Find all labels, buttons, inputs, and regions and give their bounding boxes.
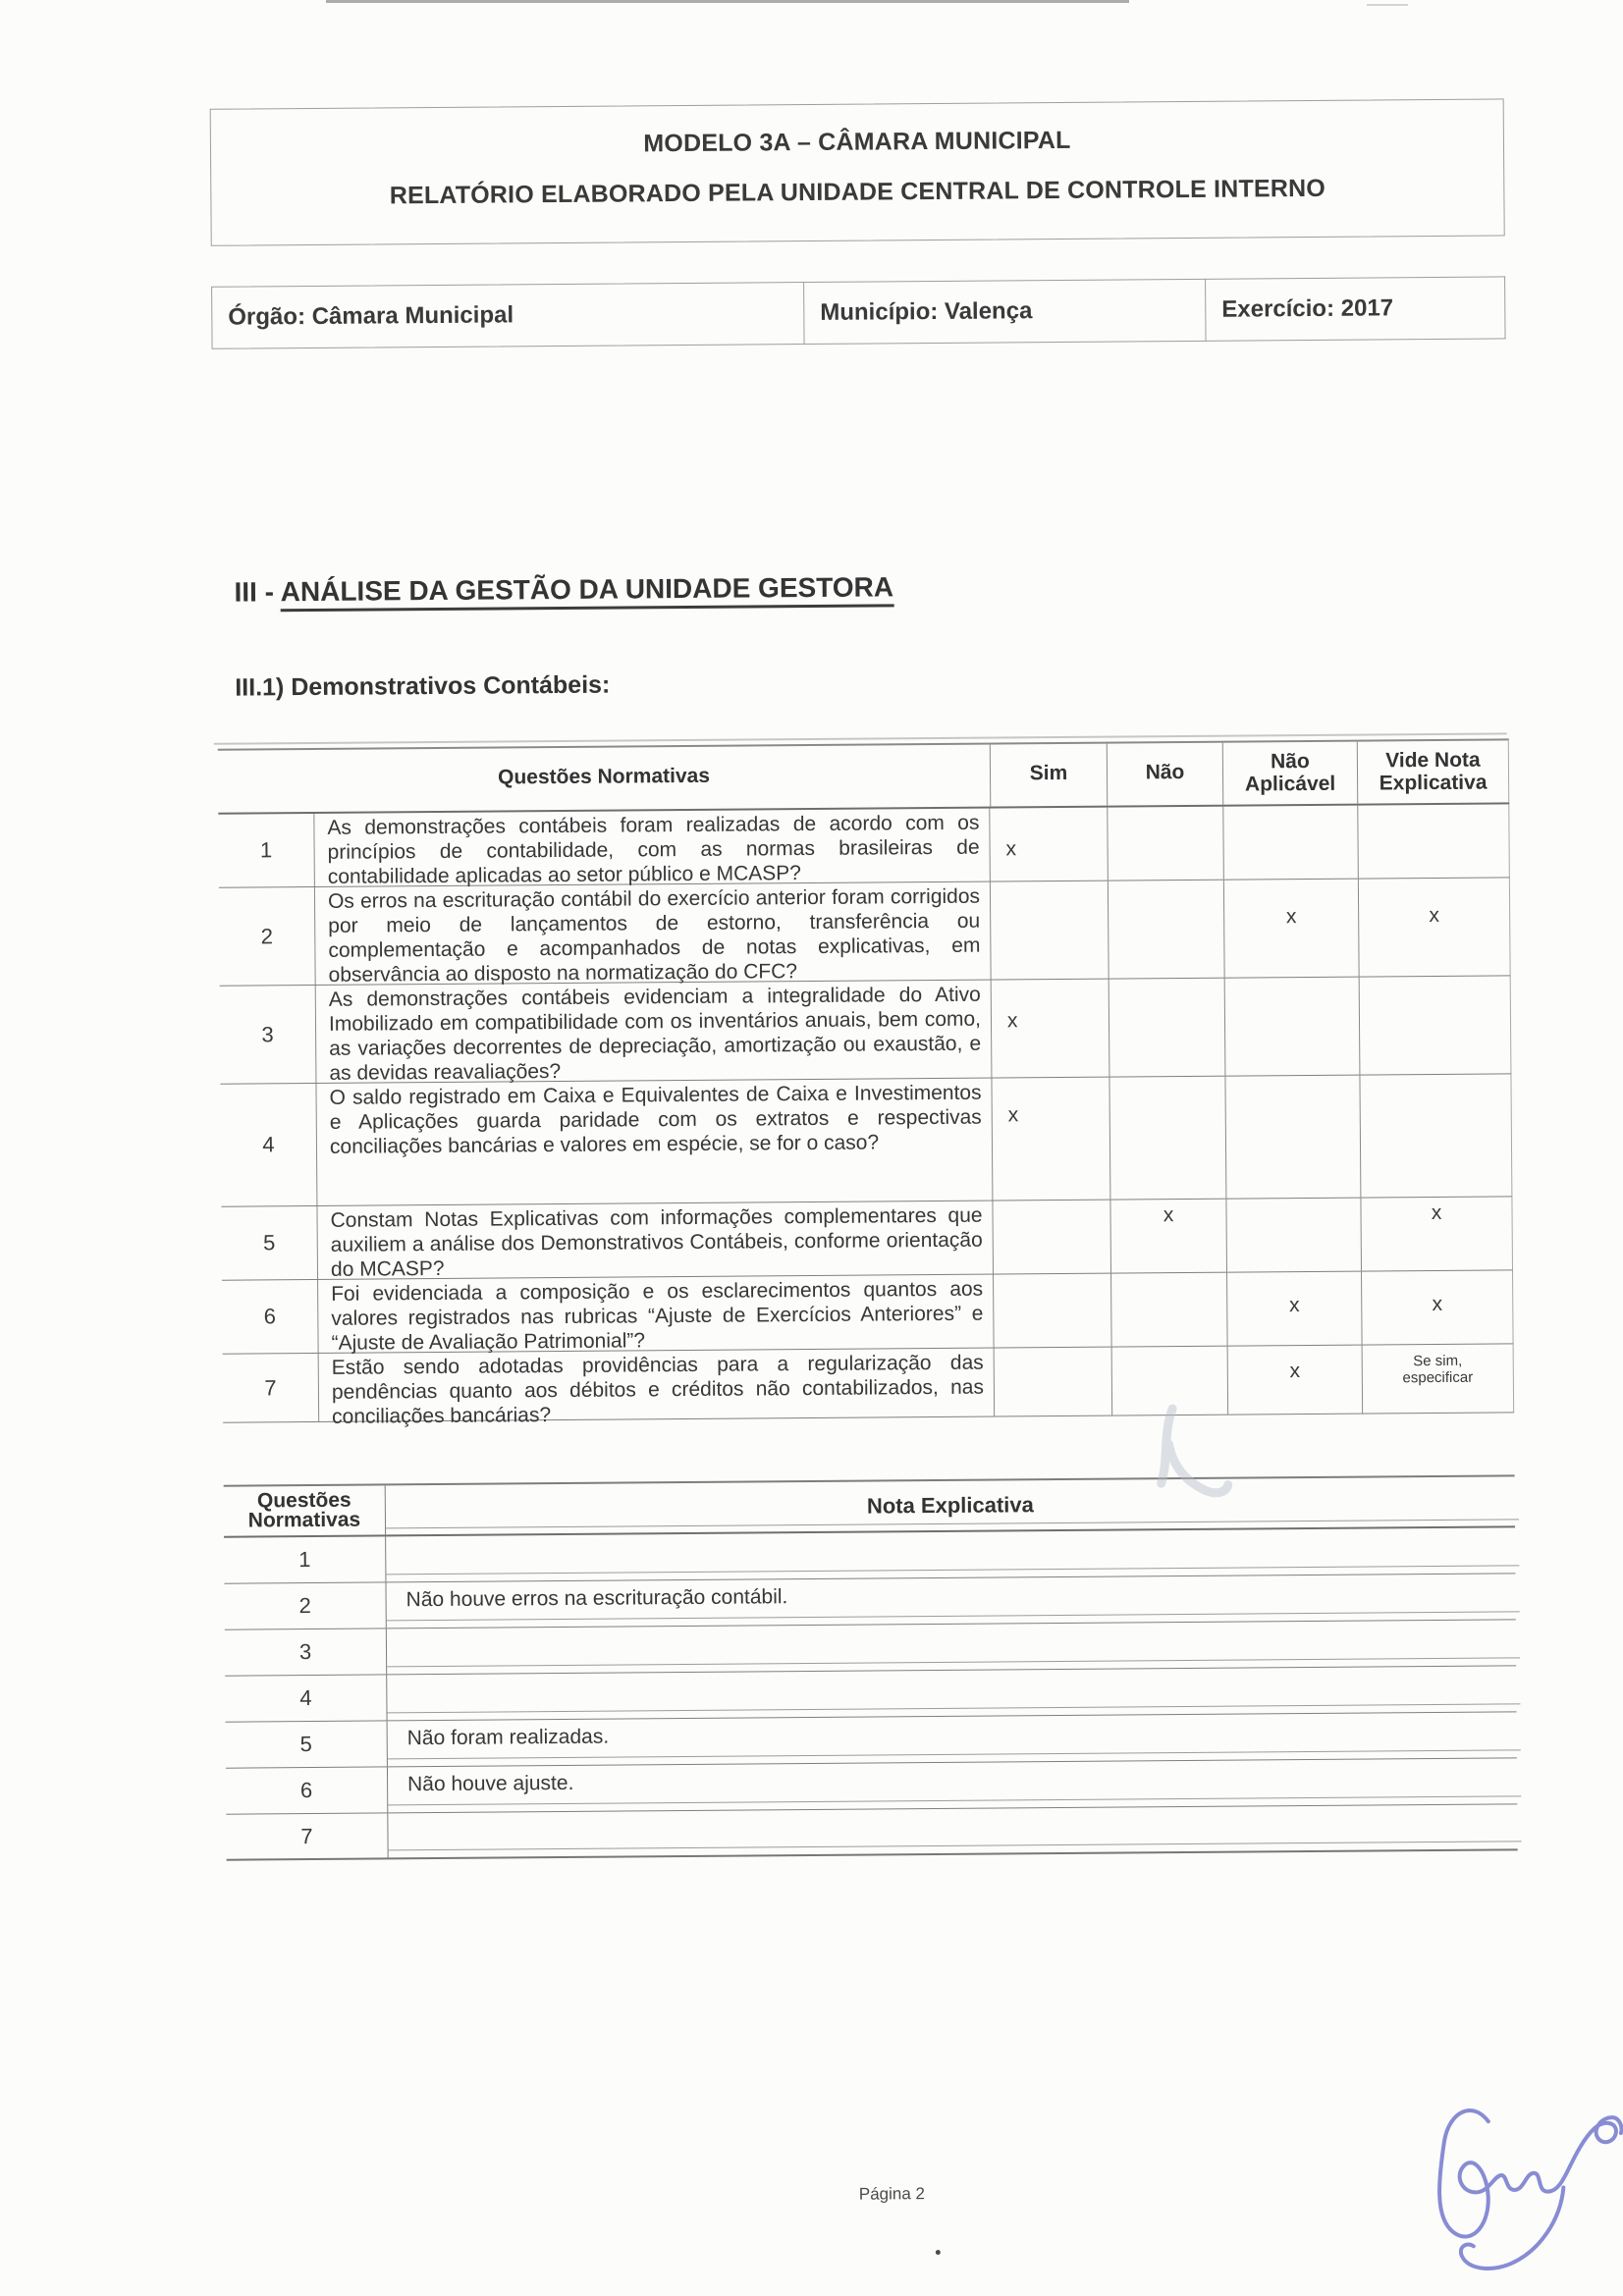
subsection-heading: III.1) Demonstrativos Contábeis: xyxy=(235,670,611,702)
pen-smudge xyxy=(1133,1401,1242,1510)
note-text: Não houve erros na escrituração contábil. xyxy=(386,1574,1515,1628)
mark-sim: x xyxy=(1006,1009,1018,1033)
mark-vide-nota xyxy=(1362,1344,1515,1413)
note-text xyxy=(387,1666,1516,1720)
table-row xyxy=(218,804,1510,887)
header-questoes-normativas: Questões Normativas xyxy=(497,764,711,789)
mark-vide-nota: x xyxy=(1361,1270,1514,1344)
row-number: 5 xyxy=(263,1230,276,1255)
note-text xyxy=(386,1527,1515,1581)
row-number: 1 xyxy=(259,837,273,863)
row-number: 6 xyxy=(263,1304,277,1329)
table-row xyxy=(223,1344,1515,1428)
row-number: 7 xyxy=(226,1813,388,1858)
row-number: 1 xyxy=(224,1536,386,1582)
row-number: 2 xyxy=(260,923,274,948)
mark-sim xyxy=(995,1348,1112,1416)
signature-stroke xyxy=(1438,2109,1622,2237)
municipio-field: Município: Valença xyxy=(804,279,1206,345)
mark-vide-nota: x xyxy=(1358,878,1511,976)
question-text: Estão sendo adotadas providências para a regularização das pendências quanto aos débitos e créditos não contabilizados, nas conciliações bancárias? xyxy=(318,1349,996,1421)
mark-sim xyxy=(991,881,1109,980)
header-sim: Sim xyxy=(990,744,1107,807)
mark-nao-aplicavel: x xyxy=(1227,1346,1363,1415)
mark-nao-aplicavel xyxy=(1225,1199,1361,1272)
orgao-field: Órgão: Câmara Municipal xyxy=(211,282,804,349)
mark-sim: x xyxy=(1007,1103,1019,1127)
table-row xyxy=(220,976,1512,1084)
mark-sim: x xyxy=(1005,837,1017,861)
table-row xyxy=(221,1197,1513,1280)
note-text: Não foram realizadas. xyxy=(388,1712,1517,1766)
row-number: 6 xyxy=(226,1767,388,1813)
notes-table xyxy=(224,1474,1518,1860)
identification-row xyxy=(211,276,1505,348)
ink-dot-artifact xyxy=(936,2250,941,2255)
section-number: III - xyxy=(234,576,281,608)
row-number: 3 xyxy=(261,1021,274,1046)
note-text xyxy=(388,1804,1517,1857)
mark-nao-aplicavel: x xyxy=(1223,880,1359,978)
mark-nao xyxy=(1109,1077,1225,1200)
mark-nao xyxy=(1110,1273,1227,1347)
document-title: MODELO 3A – CÂMARA MUNICIPAL xyxy=(643,126,1071,158)
mark-nao-aplicavel xyxy=(1224,1076,1360,1199)
mark-vide-nota xyxy=(1359,976,1512,1074)
row-number: 7 xyxy=(264,1374,277,1400)
questions-table-header xyxy=(218,740,1509,814)
title-box xyxy=(210,98,1505,245)
table-row xyxy=(219,878,1511,986)
note-text: Não houve ajuste. xyxy=(388,1758,1517,1812)
row-number: 4 xyxy=(225,1675,387,1721)
page-number: Página 2 xyxy=(858,2184,926,2204)
mark-vide-nota xyxy=(1359,1074,1512,1197)
mark-nao-aplicavel xyxy=(1222,806,1358,880)
mark-nao-aplicavel xyxy=(1224,978,1360,1076)
header-nota-explicativa: Nota Explicativa xyxy=(386,1476,1515,1534)
mark-sim xyxy=(994,1274,1111,1348)
question-text: As demonstrações contábeis foram realizadas de acordo com os princípios de contabilidade, com as normas brasileiras de contabilidade aplicadas ao setor público e MCASP? xyxy=(313,809,991,886)
vide-nota-text: Se sim, especificar xyxy=(1402,1352,1474,1387)
note-text xyxy=(387,1620,1516,1674)
document-subtitle: RELATÓRIO ELABORADO PELA UNIDADE CENTRAL DE CONTROLE INTERNO xyxy=(389,174,1326,210)
mark-vide-nota xyxy=(1357,804,1510,878)
table-row xyxy=(222,1270,1514,1354)
header-nao: Não xyxy=(1107,743,1222,806)
questions-table xyxy=(218,738,1514,1428)
table-row xyxy=(226,1804,1517,1860)
question-text: Os erros na escrituração contábil do exercício anterior foram corrigidos por meio de lançamentos de estorno, transferência ou complementação e acompanhados de notas explicativas, em observância ao disposto na normatização do CFC? xyxy=(314,882,992,985)
mark-nao xyxy=(1108,881,1224,979)
header-nao-aplicavel: Não Aplicável xyxy=(1222,742,1357,805)
question-text: Foi evidenciada a composição e os esclarecimentos quantos aos valores registrados nas rubricas “Ajuste de Exercícios Anteriores” e “Ajuste de Avaliação Patrimonial”? xyxy=(317,1275,995,1353)
mark-nao-aplicavel: x xyxy=(1226,1272,1362,1346)
mark-nao: x xyxy=(1109,1200,1226,1273)
mark-nao xyxy=(1109,979,1225,1077)
mark-sim xyxy=(993,1201,1110,1274)
question-text: Constam Notas Explicativas com informações complementares que auxiliem a análise dos Demonstrativos Contábeis, conforme orientação do MCASP? xyxy=(316,1201,994,1279)
row-number: 3 xyxy=(225,1629,387,1675)
question-text: O saldo registrado em Caixa e Equivalentes de Caixa e Investimentos e Aplicações guarda paridade com os extratos e respectivas conciliações bancárias e valores em espécie, se for o caso? xyxy=(315,1079,993,1205)
mark-vide-nota: x xyxy=(1360,1197,1513,1270)
exercicio-field: Exercício: 2017 xyxy=(1206,276,1505,341)
signature-tail-stroke xyxy=(1460,2188,1564,2269)
row-number: 2 xyxy=(224,1582,386,1629)
table-row xyxy=(220,1074,1512,1206)
section-title: ANÁLISE DA GESTÃO DA UNIDADE GESTORA xyxy=(281,571,894,612)
question-text: As demonstrações contábeis evidenciam a integralidade do Ativo Imobilizado em compatibilidade com os inventários anuais, bem como, as variações decorrentes de depreciação, amortização ou exaustão, e as devidas reavaliações? xyxy=(315,981,993,1083)
signature xyxy=(1371,2085,1623,2288)
mark-nao xyxy=(1107,807,1223,881)
header-questoes-normativas: Questões Normativas xyxy=(224,1485,386,1535)
header-vide-nota: Vide Nota Explicativa xyxy=(1357,740,1509,803)
row-number: 5 xyxy=(226,1721,388,1767)
row-number: 4 xyxy=(262,1132,275,1157)
section-heading xyxy=(234,571,893,608)
